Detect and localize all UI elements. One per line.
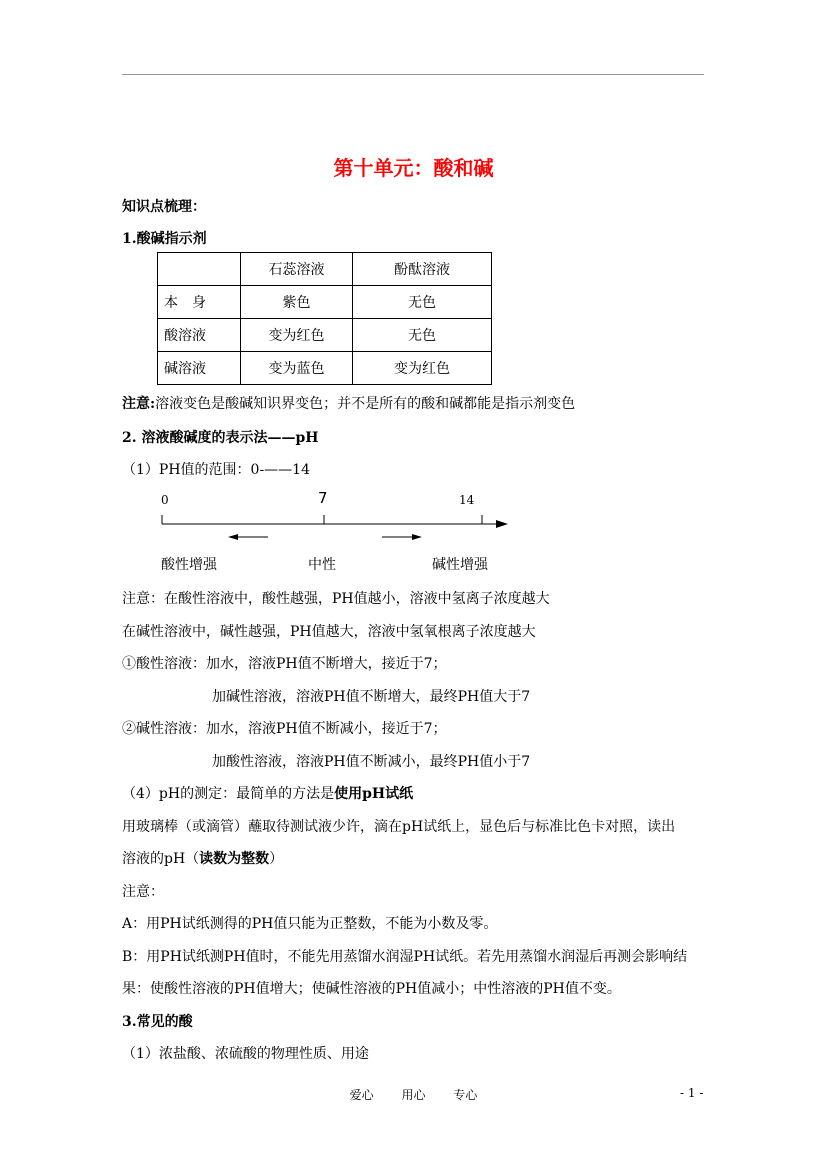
method-bold: 读数为整数 xyxy=(199,851,270,867)
tick-label-0: 0 xyxy=(161,493,169,507)
note-text: 溶液变色是酸碱知识界变色；并不是所有的酸和碱都能是指示剂变色 xyxy=(155,396,576,412)
ph-measure-line xyxy=(122,783,413,803)
table-cell: 石蕊溶液 xyxy=(241,253,353,286)
acid-dilution-item: ①酸性溶液：加水，溶液PH值不断增大，接近于7； xyxy=(122,656,447,672)
section1-title: 1.酸碱指示剂 xyxy=(122,231,207,247)
table-cell: 本 身 xyxy=(158,286,241,319)
point-b-line-1: B：用PH试纸测PH值时，不能先用蒸馏水润湿PH试纸。若先用蒸馏水润湿后再测会影响结 xyxy=(122,949,688,965)
section3-item-1: （1）浓盐酸、浓硫酸的物理性质、用途 xyxy=(122,1046,369,1062)
table-row xyxy=(158,319,492,352)
table-row xyxy=(158,286,492,319)
section3-title: 3.常见的酸 xyxy=(122,1014,193,1030)
point-b-line-2: 果：使酸性溶液的PH值增大；使碱性溶液的PH值减小；中性溶液的PH值不变。 xyxy=(122,981,621,997)
table-cell: 无色 xyxy=(353,286,492,319)
point-a: A：用PH试纸测得的PH值只能为正整数，不能为小数及零。 xyxy=(122,916,498,932)
indicator-note xyxy=(122,393,575,413)
table-cell: 碱溶液 xyxy=(158,352,241,385)
base-acid-addition-item: 加酸性溶液，溶液PH值不断减小，最终PH值小于7 xyxy=(212,754,531,770)
ph-range-line: （1）PH值的范围：0-——14 xyxy=(122,462,310,478)
ph-scale-diagram xyxy=(150,485,520,575)
base-arrowhead xyxy=(412,534,422,540)
tick-label-7: 7 xyxy=(318,489,328,507)
table-cell: 变为红色 xyxy=(241,319,353,352)
footer-motto: 爱心 用心 专心 xyxy=(349,1088,478,1102)
method-line-2 xyxy=(122,848,283,868)
base-label: 碱性增强 xyxy=(432,557,488,573)
tick-label-14: 14 xyxy=(459,493,475,507)
table-cell: 酚酞溶液 xyxy=(353,253,492,286)
table-cell: 变为红色 xyxy=(353,352,492,385)
measure-prefix: （4）pH的测定：最简单的方法是 xyxy=(122,786,335,802)
table-cell: 紫色 xyxy=(241,286,353,319)
ph-note-2: 在碱性溶液中，碱性越强，PH值越大，溶液中氢氧根离子浓度越大 xyxy=(122,624,536,640)
axis-arrowhead xyxy=(496,520,508,528)
header-rule xyxy=(122,74,704,75)
acid-label: 酸性增强 xyxy=(161,557,217,573)
table-cell: 酸溶液 xyxy=(158,319,241,352)
indicator-table xyxy=(157,252,492,385)
table-row xyxy=(158,352,492,385)
page-number: - 1 - xyxy=(680,1086,704,1100)
table-cell xyxy=(158,253,241,286)
measure-method: 使用pH试纸 xyxy=(334,786,414,802)
page-title: 第十单元：酸和碱 xyxy=(333,156,494,180)
acid-base-addition-item: 加碱性溶液，溶液PH值不断增大，最终PH值大于7 xyxy=(212,689,531,705)
table-cell: 变为蓝色 xyxy=(241,352,353,385)
base-dilution-item: ②碱性溶液：加水，溶液PH值不断减小，接近于7； xyxy=(122,721,447,737)
neutral-label: 中性 xyxy=(308,557,336,573)
note-label: 注意: xyxy=(122,396,156,412)
table-header-row xyxy=(158,253,492,286)
table-cell: 无色 xyxy=(353,319,492,352)
knowledge-heading: 知识点梳理： xyxy=(122,199,206,215)
method-prefix: 溶液的pH（ xyxy=(122,851,200,867)
method-suffix: ） xyxy=(269,851,284,867)
ph-note-1: 注意：在酸性溶液中，酸性越强，PH值越小，溶液中氢离子浓度越大 xyxy=(122,591,550,607)
method-line-1: 用玻璃棒（或滴管）蘸取待测试液少许，滴在pH试纸上，显色后与标准比色卡对照，读出 xyxy=(122,819,676,835)
attention-label: 注意： xyxy=(122,884,164,900)
acid-arrowhead xyxy=(228,534,238,540)
section2-title: 2. 溶液酸碱度的表示法——pH xyxy=(122,430,319,446)
